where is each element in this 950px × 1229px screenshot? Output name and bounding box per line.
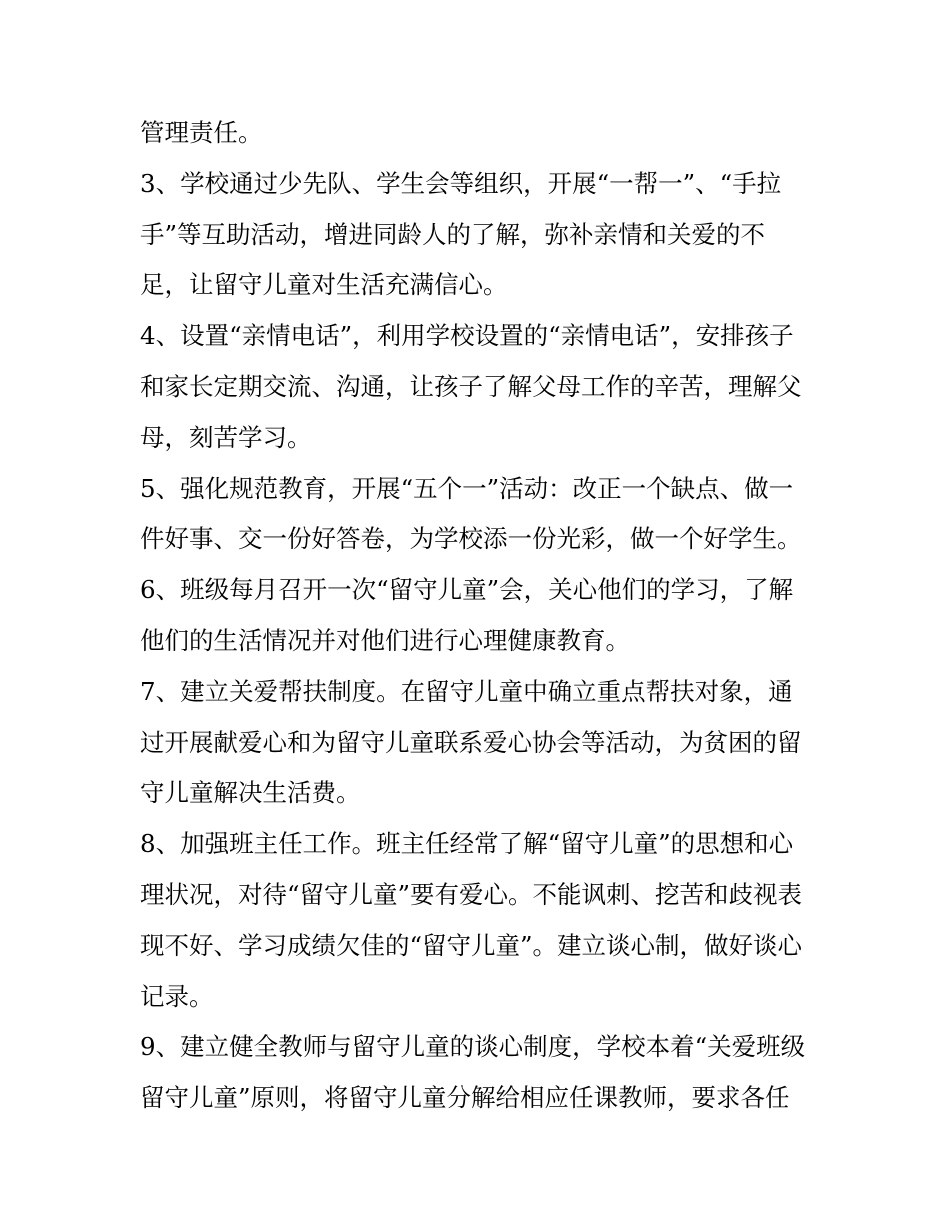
text-line: 9、建立健全教师与留守儿童的谈心制度，学校本着“关爱班级 [140, 1032, 806, 1062]
text-line: 守儿童解决生活费。 [140, 778, 361, 808]
text-line: 4、设置“亲情电话”，利用学校设置的“亲情电话”，安排孩子 [140, 321, 794, 351]
text-line: 件好事、交一份好答卷，为学校添一份光彩，做一个好学生。 [140, 524, 802, 554]
text-line: 6、班级每月召开一次“留守儿童”会，关心他们的学习，了解 [140, 575, 794, 605]
text-line: 管理责任。 [140, 118, 263, 147]
text-line: 现不好、学习成绩欠佳的“留守儿童”。建立谈心制，做好谈心 [140, 930, 803, 960]
text-line: 8、加强班主任工作。班主任经常了解“留守儿童”的思想和心 [140, 829, 794, 859]
text-line: 7、建立关爱帮扶制度。在留守儿童中确立重点帮扶对象，通 [140, 676, 793, 706]
text-line: 足，让留守儿童对生活充满信心。 [140, 270, 508, 300]
text-line: 手”等互助活动，增进同龄人的了解，弥补亲情和关爱的不 [140, 219, 766, 249]
text-line: 母，刻苦学习。 [140, 422, 312, 452]
document-body [140, 108, 820, 1124]
text-line: 留守儿童”原则，将留守儿童分解给相应任课教师，要求各任 [140, 1083, 790, 1113]
text-line: 理状况，对待“留守儿童”要有爱心。不能讽刺、挖苦和歧视表 [140, 879, 803, 909]
text-line: 5、强化规范教育，开展“五个一”活动：改正一个缺点、做一 [140, 473, 794, 503]
text-line: 3、学校通过少先队、学生会等组织，开展“一帮一”、“手拉 [140, 168, 782, 198]
text-line: 记录。 [140, 981, 214, 1011]
text-line: 他们的生活情况并对他们进行心理健康教育。 [140, 625, 630, 655]
text-line: 和家长定期交流、沟通，让孩子了解父母工作的辛苦，理解父 [140, 371, 802, 401]
text-line: 过开展献爱心和为留守儿童联系爱心协会等活动，为贫困的留 [140, 727, 802, 757]
